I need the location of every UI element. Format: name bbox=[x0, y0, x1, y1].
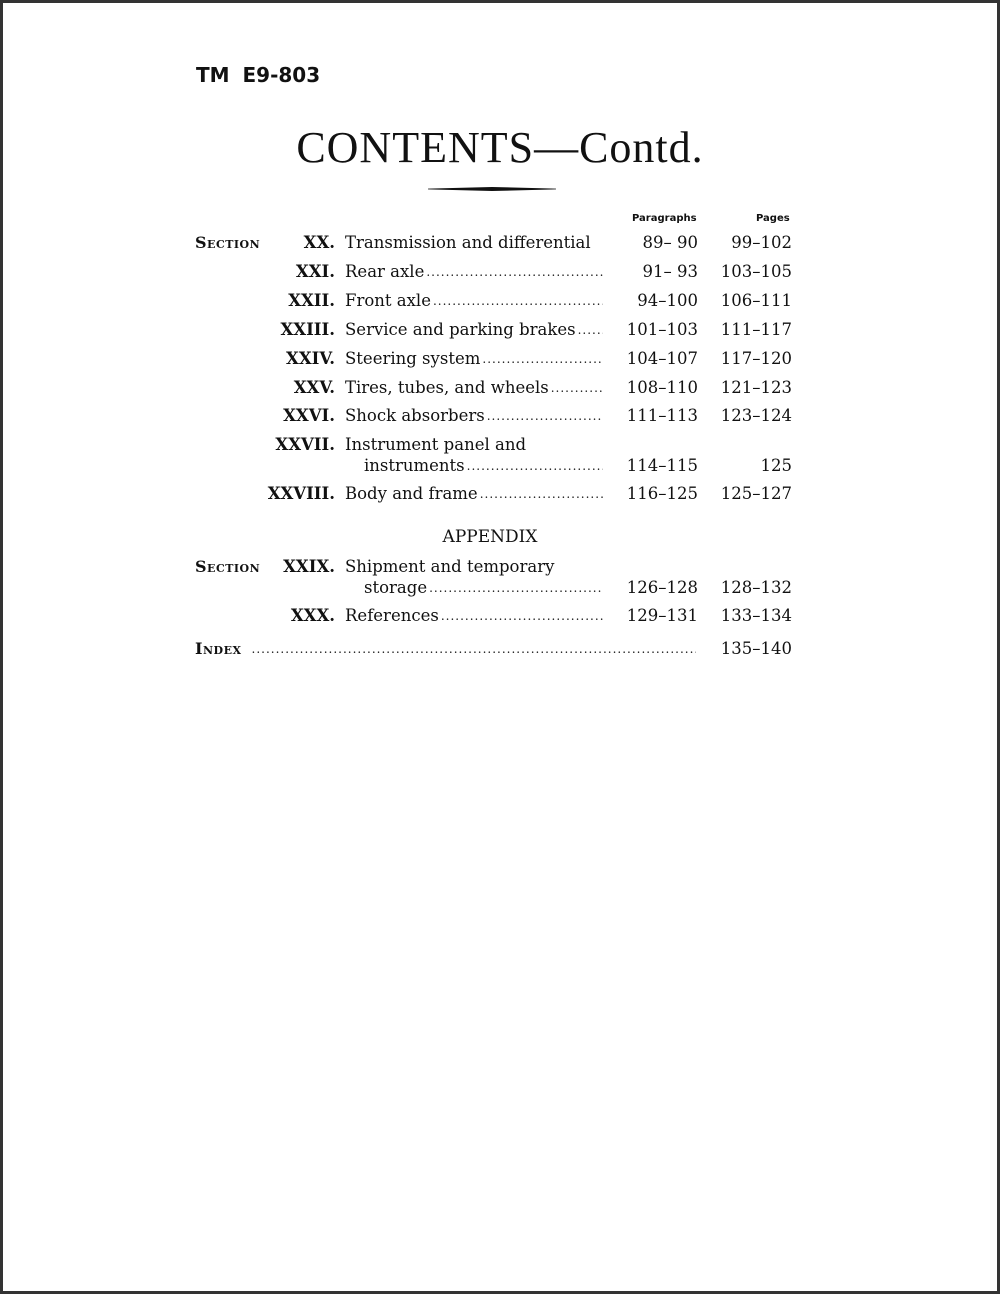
toc-entry bbox=[0, 319, 1000, 341]
index-pages: 135–140 bbox=[720, 639, 792, 658]
dot-leader bbox=[433, 290, 603, 312]
entry-pages: 121–123 bbox=[720, 378, 792, 397]
entry-title-text: storage bbox=[364, 578, 428, 597]
toc-entry bbox=[0, 434, 1000, 475]
entry-title bbox=[345, 405, 603, 427]
page-title: CONTENTS—Contd. bbox=[296, 123, 704, 172]
column-header-pages: Pages bbox=[756, 213, 790, 224]
entry-title-text: Front axle bbox=[345, 291, 431, 310]
dot-leader bbox=[578, 319, 603, 341]
entry-title bbox=[364, 455, 603, 477]
entry-title-text: Shipment and temporary bbox=[345, 557, 555, 576]
entry-title-text: instruments bbox=[364, 456, 465, 475]
entry-paragraphs: 129–131 bbox=[626, 606, 698, 625]
entry-pages: 111–117 bbox=[720, 320, 792, 339]
toc-entry bbox=[0, 556, 1000, 597]
section-numeral: XXX. bbox=[290, 606, 335, 625]
entry-paragraphs: 101–103 bbox=[626, 320, 698, 339]
dot-leader bbox=[441, 605, 603, 627]
entry-title-text: Shock absorbers bbox=[345, 406, 485, 425]
section-label: Section bbox=[195, 233, 261, 252]
toc-entry bbox=[0, 483, 1000, 505]
entry-pages: 125 bbox=[760, 456, 792, 475]
entry-title bbox=[345, 556, 603, 578]
entry-title-text: Tires, tubes, and wheels bbox=[345, 378, 549, 397]
entry-title-text: Steering system bbox=[345, 349, 481, 368]
entry-paragraphs: 89– 90 bbox=[642, 233, 698, 252]
toc-entry bbox=[0, 232, 1000, 254]
entry-title-text: Service and parking brakes bbox=[345, 320, 576, 339]
entry-paragraphs: 126–128 bbox=[626, 578, 698, 597]
section-numeral: XX. bbox=[303, 233, 335, 252]
dot-leader bbox=[482, 348, 603, 370]
toc-entry bbox=[0, 605, 1000, 627]
entry-pages: 125–127 bbox=[720, 484, 792, 503]
entry-pages: 133–134 bbox=[720, 606, 792, 625]
entry-title-text: References bbox=[345, 606, 439, 625]
entry-title bbox=[364, 577, 603, 599]
entry-title-text: Instrument panel and bbox=[345, 435, 527, 454]
section-numeral: XXVIII. bbox=[267, 484, 335, 503]
index-entry bbox=[195, 638, 698, 660]
section-numeral: XXIX. bbox=[283, 557, 335, 576]
entry-title-text: Rear axle bbox=[345, 262, 425, 281]
entry-pages: 117–120 bbox=[720, 349, 792, 368]
entry-paragraphs: 111–113 bbox=[626, 406, 698, 425]
entry-title bbox=[345, 232, 603, 254]
entry-paragraphs: 116–125 bbox=[626, 484, 698, 503]
entry-pages: 103–105 bbox=[720, 262, 792, 281]
dot-leader bbox=[480, 483, 603, 505]
entry-paragraphs: 108–110 bbox=[626, 378, 698, 397]
entry-title bbox=[345, 377, 603, 399]
entry-title bbox=[345, 290, 603, 312]
section-numeral: XXVI. bbox=[283, 406, 335, 425]
section-numeral: XXII. bbox=[288, 291, 335, 310]
entry-title-text: Body and frame bbox=[345, 484, 478, 503]
appendix-heading: APPENDIX bbox=[442, 527, 538, 547]
entry-pages: 106–111 bbox=[720, 291, 792, 310]
entry-paragraphs: 114–115 bbox=[626, 456, 698, 475]
index-label: Index bbox=[195, 639, 242, 658]
entry-pages: 128–132 bbox=[720, 578, 792, 597]
dot-leader bbox=[487, 405, 603, 427]
column-header-paragraphs: Paragraphs bbox=[632, 213, 697, 224]
entry-pages: 123–124 bbox=[720, 406, 792, 425]
section-numeral: XXVII. bbox=[275, 435, 335, 454]
toc-entry bbox=[0, 290, 1000, 312]
entry-title bbox=[345, 605, 603, 627]
entry-title bbox=[345, 434, 603, 456]
dot-leader bbox=[429, 577, 603, 599]
entry-title bbox=[345, 319, 603, 341]
dot-leader bbox=[426, 261, 603, 283]
section-numeral: XXIII. bbox=[280, 320, 335, 339]
dot-leader bbox=[551, 377, 603, 399]
toc-entry bbox=[0, 405, 1000, 427]
entry-title bbox=[345, 348, 603, 370]
dot-leader bbox=[252, 638, 697, 660]
entry-title bbox=[345, 483, 603, 505]
section-numeral: XXV. bbox=[293, 378, 335, 397]
entry-title-text: Transmission and differential bbox=[345, 233, 591, 252]
entry-paragraphs: 104–107 bbox=[626, 349, 698, 368]
entry-title bbox=[345, 261, 603, 283]
toc-entry bbox=[0, 377, 1000, 399]
toc-entry bbox=[0, 348, 1000, 370]
document-id: TM E9-803 bbox=[196, 63, 321, 87]
section-numeral: XXI. bbox=[295, 262, 335, 281]
toc-entry bbox=[0, 261, 1000, 283]
entry-pages: 99–102 bbox=[731, 233, 792, 252]
entry-paragraphs: 91– 93 bbox=[642, 262, 698, 281]
section-label: Section bbox=[195, 557, 261, 576]
entry-paragraphs: 94–100 bbox=[637, 291, 698, 310]
dot-leader bbox=[467, 455, 603, 477]
section-numeral: XXIV. bbox=[286, 349, 335, 368]
